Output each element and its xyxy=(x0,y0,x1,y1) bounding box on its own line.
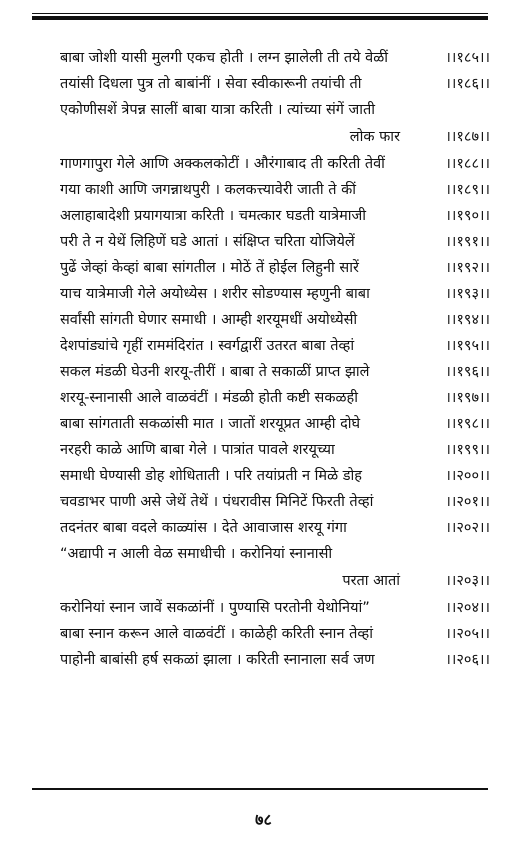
verse-text: अलाहाबादेशी प्रयागयात्रा करिती । चमत्कार घडती यात्रेमाजी xyxy=(60,208,367,224)
verse-number: ।।१८६।। xyxy=(445,76,490,92)
verse-line xyxy=(60,203,490,229)
verse-text: तयांसी दिधला पुत्र तो बाबांनीं । सेवा स्वीकारूनी तयांची ती xyxy=(60,76,362,92)
verse-text: बाबा सांगताती सकळांसी मात । जातों शरयूप्रत आम्ही दोघे xyxy=(60,416,361,432)
verse-line xyxy=(60,307,490,333)
verse-text: परी ते न येथें लिहिणें घडे आतां । संक्षिप्त चरिता योजियेलें xyxy=(60,234,355,250)
verse-line xyxy=(60,595,490,621)
verse-line xyxy=(60,177,490,203)
verse-number: ।।१९४।। xyxy=(445,312,490,328)
top-rule xyxy=(32,13,488,23)
verse-number: ।।१९५।। xyxy=(445,338,490,354)
verse-line xyxy=(60,385,490,411)
verse-line xyxy=(60,489,490,515)
verse-line xyxy=(60,621,490,647)
verse-line xyxy=(60,463,490,489)
verse-number: ।।१९६।। xyxy=(445,364,490,380)
verse-line xyxy=(60,411,490,437)
verse-number: ।।२०५।। xyxy=(445,626,490,642)
verse-text: सर्वांसी सांगती घेणार समाधी । आम्ही शरयूमधीं अयोध्येसी xyxy=(60,312,358,328)
verse-number: ।।१९२।। xyxy=(445,260,490,276)
verse-number: ।।१८९।। xyxy=(445,182,490,198)
verse-number: ।।२०३।। xyxy=(445,573,490,589)
verse-list xyxy=(60,45,490,673)
verse-line xyxy=(60,281,490,307)
verse-text: याच यात्रेमाजी गेले अयोध्येस । शरीर सोडण्यास म्हणुनी बाबा xyxy=(60,286,370,302)
verse-number: ।।१९९।। xyxy=(445,442,490,458)
verse-text: समाधी घेण्यासी डोह शोधिताती । परि तयांप्रती न मिळे डोह xyxy=(60,468,362,484)
verse-text: गया काशी आणि जगन्नाथपुरी । कलकत्त्यावेरी जाती ते कीं xyxy=(60,182,357,198)
verse-line xyxy=(60,359,490,385)
verse-line xyxy=(60,45,490,71)
verse-line xyxy=(60,229,490,255)
verse-text: बाबा स्नान करून आले वाळवंटीं । काळेही करिती स्नान तेव्हां xyxy=(60,626,374,642)
verse-number: ।।२०२।। xyxy=(445,520,490,536)
verse-number: ।।१८८।। xyxy=(445,156,490,172)
verse-number: ।।१९३।। xyxy=(445,286,490,302)
verse-number: ।।२००।। xyxy=(445,468,490,484)
verse-text: करोनियां स्नान जावें सकळांनीं । पुण्यासि परतोनी येथोनियां” xyxy=(60,600,370,616)
top-rule-thin xyxy=(32,13,488,14)
verse-text: बाबा जोशी यासी मुलगी एकच होती । लग्न झालेली ती तये वेळीं xyxy=(60,50,388,66)
verse-text: पुढें जेव्हां केव्हां बाबा सांगतील । मोठें तें होईल लिहुनी सारें xyxy=(60,260,359,276)
verse-text: एकोणीसशें त्रेपन्न सालीं बाबा यात्रा करिती । त्यांच्या संगें जाती xyxy=(60,102,376,118)
page-number: ७८ xyxy=(255,810,272,829)
verse-number: ।।१९१।। xyxy=(445,234,490,250)
verse-number: ।।१८७।। xyxy=(445,129,490,145)
verse-number: ।।१८५।। xyxy=(445,50,490,66)
verse-number: ।।२०६।। xyxy=(445,652,490,668)
verse-line-continuation xyxy=(60,123,490,151)
verse-line-continuation xyxy=(60,567,490,595)
verse-line xyxy=(60,515,490,541)
verse-text: सकल मंडळी घेउनी शरयू-तीरीं । बाबा ते सकाळीं प्राप्त झाले xyxy=(60,364,370,380)
verse-text: शरयू-स्नानासी आले वाळवंटीं । मंडळी होती कष्टी सकळही xyxy=(60,390,358,406)
top-rule-thick xyxy=(32,16,488,20)
verse-number: ।।१९७।। xyxy=(445,390,490,406)
verse-line xyxy=(60,541,490,567)
verse-line xyxy=(60,71,490,97)
verse-line xyxy=(60,647,490,673)
verse-number: ।।२०४।। xyxy=(445,600,490,616)
verse-text: लोक फार xyxy=(349,129,400,145)
verse-number: ।।१९८।। xyxy=(445,416,490,432)
verse-number: ।।२०१।। xyxy=(445,494,490,510)
verse-line xyxy=(60,255,490,281)
verse-text: पाहोनी बाबांसी हर्ष सकळां झाला । करिती स्नानाला सर्व जण xyxy=(60,652,375,668)
verse-text: देशपांड्यांचे गृहीं राममंदिरांत । स्वर्गद्वारीं उतरत बाबा तेव्हां xyxy=(60,338,355,354)
verse-number: ।।१९०।। xyxy=(445,208,490,224)
verse-text: परता आतां xyxy=(342,573,400,589)
verse-text: नरहरी काळे आणि बाबा गेले । पात्रांत पावले शरयूच्या xyxy=(60,442,335,458)
verse-text: चवडाभर पाणी असे जेथें तेथें । पंधरावीस मिनिटें फिरती तेव्हां xyxy=(60,494,374,510)
verse-text: गाणगापुरा गेले आणि अक्कलकोटीं । औरंगाबाद ती करिती तेवीं xyxy=(60,156,385,172)
verse-line xyxy=(60,151,490,177)
verse-line xyxy=(60,97,490,123)
verse-text: तदनंतर बाबा वदले काळ्यांस । देते आवाजास शरयू गंगा xyxy=(60,520,347,536)
verse-line xyxy=(60,437,490,463)
verse-line xyxy=(60,333,490,359)
bottom-rule xyxy=(32,788,488,790)
verse-text: “अद्यापी न आली वेळ समाधीची । करोनियां स्नानासी xyxy=(60,546,333,562)
